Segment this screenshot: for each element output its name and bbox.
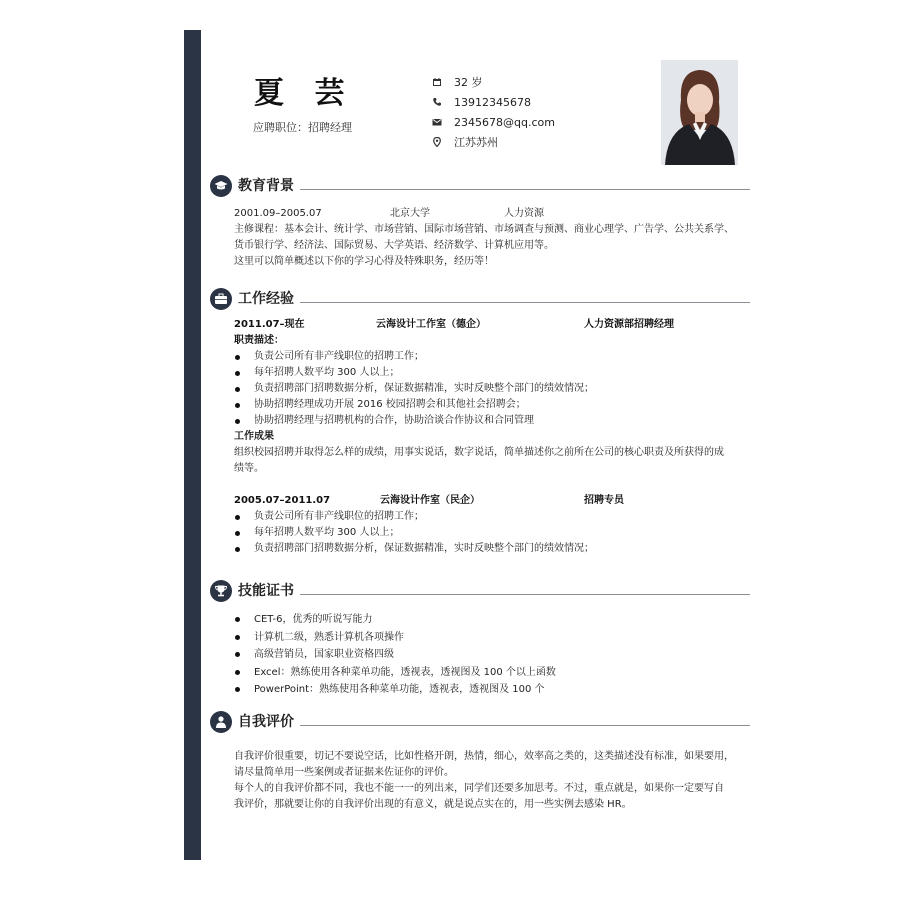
section-title: 工作经验 bbox=[238, 291, 294, 307]
person-icon bbox=[210, 711, 232, 733]
list-item: 负责公司所有非产线职位的招聘工作； bbox=[234, 349, 746, 365]
list-item: CET-6，优秀的听说写能力 bbox=[234, 611, 746, 629]
list-item: 负责公司所有非产线职位的招聘工作； bbox=[234, 509, 746, 525]
job-summary bbox=[234, 493, 746, 509]
education-school: 北京大学 bbox=[390, 208, 430, 219]
section-title: 自我评价 bbox=[238, 714, 294, 730]
phone-icon bbox=[432, 97, 442, 107]
result-line: 组织校园招聘并取得怎么样的成绩，用事实说话，数字说话，简单描述你之前所在公司的核心职责及所获得的成 bbox=[234, 447, 724, 458]
contact-email: 2345678@qq.com bbox=[432, 112, 555, 132]
profile-photo bbox=[661, 60, 738, 165]
self-block bbox=[234, 749, 746, 813]
contact-location: 江苏苏州 bbox=[432, 132, 555, 152]
section-divider bbox=[300, 594, 750, 595]
education-line: 货币银行学、经济法、国际贸易、大学英语、经济数学、计算机应用等。 bbox=[234, 240, 554, 251]
list-item: Excel：熟练使用各种菜单功能，透视表，透视图及 100 个以上函数 bbox=[234, 664, 746, 682]
job-period: 2005.07–2011.07 bbox=[234, 495, 331, 506]
contact-age: 32 岁 bbox=[432, 72, 555, 92]
contact-phone: 13912345678 bbox=[432, 92, 555, 112]
graduation-cap-icon bbox=[210, 175, 232, 197]
education-line: 这里可以简单概述以下你的学习心得及特殊职务，经历等！ bbox=[234, 256, 494, 267]
list-item: 协助招聘经理与招聘机构的合作，协助洽谈合作协议和合同管理 bbox=[234, 413, 746, 429]
list-item: 每年招聘人数平均 300 人以上； bbox=[234, 365, 746, 381]
section-title: 教育背景 bbox=[238, 178, 294, 194]
list-item: PowerPoint：熟练使用各种菜单功能，透视表，透视图及 100 个 bbox=[234, 681, 746, 699]
section-self-header bbox=[208, 711, 750, 735]
skills-block bbox=[234, 611, 746, 699]
list-item: 协助招聘经理成功开展 2016 校园招聘会和其他社会招聘会； bbox=[234, 397, 746, 413]
duty-label: 职责描述： bbox=[234, 335, 284, 346]
education-summary bbox=[234, 206, 746, 222]
self-line: 请尽量简单用一些案例或者证据来佐证你的评价。 bbox=[234, 767, 454, 778]
job-period: 2011.07–现在 bbox=[234, 319, 305, 330]
education-major: 人力资源 bbox=[504, 208, 544, 219]
work-block bbox=[234, 317, 746, 557]
sidebar-stripe bbox=[184, 30, 201, 860]
section-title: 技能证书 bbox=[238, 583, 294, 599]
section-education-header bbox=[208, 175, 750, 199]
trophy-icon bbox=[210, 580, 232, 602]
job-position: 招聘专员 bbox=[584, 495, 624, 506]
self-line: 我评价，那就要让你的自我评价出现的有意义，就是说点实在的，用一些实例去感染 HR。 bbox=[234, 799, 632, 810]
result-label: 工作成果 bbox=[234, 431, 274, 442]
education-period: 2001.09–2005.07 bbox=[234, 208, 322, 219]
contact-info bbox=[432, 72, 555, 152]
list-item: 计算机二级，熟悉计算机各项操作 bbox=[234, 629, 746, 647]
calendar-icon bbox=[432, 77, 442, 87]
self-line: 每个人的自我评价都不同，我也不能一一的列出来，同学们还要多加思考。不过，重点就是，如果你一定要写自 bbox=[234, 783, 724, 794]
section-skills-header bbox=[208, 580, 750, 604]
section-work-header bbox=[208, 288, 750, 312]
section-divider bbox=[300, 189, 750, 190]
list-item: 负责招聘部门招聘数据分析，保证数据精准，实时反映整个部门的绩效情况； bbox=[234, 541, 746, 557]
location-icon bbox=[432, 137, 442, 147]
job-company: 云海设计作室（民企） bbox=[380, 495, 480, 506]
mail-icon bbox=[432, 117, 442, 127]
list-item: 负责招聘部门招聘数据分析，保证数据精准，实时反映整个部门的绩效情况； bbox=[234, 381, 746, 397]
section-divider bbox=[300, 725, 750, 726]
list-item: 每年招聘人数平均 300 人以上； bbox=[234, 525, 746, 541]
job-company: 云海设计工作室（德企） bbox=[376, 319, 486, 330]
briefcase-icon bbox=[210, 288, 232, 310]
result-line: 绩等。 bbox=[234, 463, 264, 474]
skills-list bbox=[234, 611, 746, 699]
self-line: 自我评价很重要，切记不要说空话，比如性格开朗，热情，细心，效率高之类的，这类描述没有标准，如果要用， bbox=[234, 751, 734, 762]
candidate-name: 夏 芸 bbox=[254, 76, 355, 111]
education-line: 主修课程：基本会计、统计学、市场营销、国际市场营销、市场调查与预测、商业心理学、广告学、公共关系学、 bbox=[234, 224, 734, 235]
job-position: 人力资源部招聘经理 bbox=[584, 319, 674, 330]
duty-list bbox=[234, 509, 746, 557]
list-item: 高级营销员，国家职业资格四级 bbox=[234, 646, 746, 664]
education-block bbox=[234, 206, 746, 270]
job-summary bbox=[234, 317, 746, 333]
section-divider bbox=[300, 302, 750, 303]
duty-list bbox=[234, 349, 746, 429]
job-applied: 应聘职位：招聘经理 bbox=[253, 121, 352, 134]
